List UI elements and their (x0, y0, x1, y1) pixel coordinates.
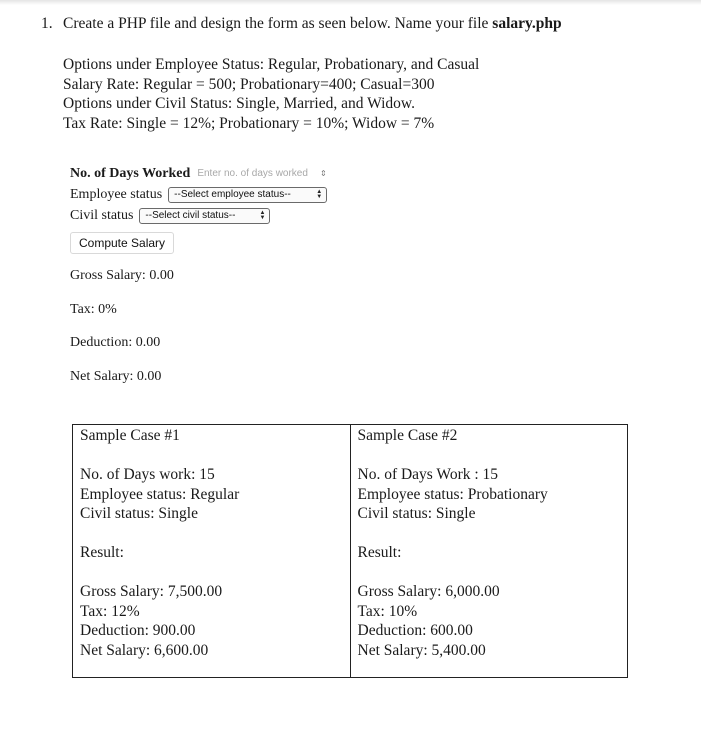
civil-status-options-text: Options under Civil Status: Single, Married, and Widow. (63, 95, 415, 112)
sample-case-2 (350, 425, 628, 677)
case-title: Sample Case #2 (357, 427, 458, 444)
instruction-text: Create a PHP file and design the form as seen below. Name your file (63, 15, 493, 32)
select-arrows-icon: ▲ ▼ (259, 209, 266, 221)
tax-output: Tax: 0% (70, 301, 117, 317)
days-worked-row (70, 163, 327, 184)
spinner-icon[interactable]: ⇕ (319, 169, 327, 178)
case-result-label: Result: (357, 544, 402, 561)
case-civil-status: Civil status: Single (80, 505, 198, 522)
case-tax: Tax: 10% (357, 602, 418, 620)
days-worked-label: No. of Days Worked (70, 165, 191, 181)
case-employee-status: Employee status: Regular (80, 485, 240, 503)
gross-salary-output: Gross Salary: 0.00 (70, 268, 174, 283)
days-worked-input[interactable] (197, 166, 327, 182)
employee-status-row (70, 184, 327, 205)
top-edge-shadow (0, 0, 701, 5)
tax-rate-text: Tax Rate: Single = 12%; Probationary = 10%; Widow = 7% (63, 114, 435, 132)
employee-status-select[interactable] (168, 187, 327, 203)
case-days: No. of Days work: 15 (80, 466, 215, 483)
instruction-filename: salary.php (492, 15, 562, 32)
select-arrows-icon: ▲ ▼ (316, 188, 323, 200)
case-tax: Tax: 12% (80, 602, 140, 620)
salary-form (70, 163, 327, 254)
compute-salary-button[interactable]: Compute Salary (70, 232, 174, 254)
requirements-block (63, 55, 479, 133)
civil-status-selected: --Select civil status-- (145, 210, 236, 221)
case-net: Net Salary: 5,400.00 (357, 641, 486, 659)
employee-status-selected: --Select employee status-- (174, 189, 291, 200)
case-gross: Gross Salary: 7,500.00 (80, 583, 223, 600)
case-days: No. of Days Work : 15 (357, 466, 499, 483)
days-worked-placeholder: Enter no. of days worked (197, 168, 308, 179)
civil-status-label: Civil status (70, 207, 134, 223)
employee-status-options-text: Options under Employee Status: Regular, Probationary, and Casual (63, 56, 480, 73)
sample-cases-table (72, 424, 628, 678)
civil-status-row (70, 205, 327, 226)
case-gross: Gross Salary: 6,000.00 (357, 583, 500, 600)
case-employee-status: Employee status: Probationary (357, 485, 548, 503)
case-result-label: Result: (80, 544, 124, 561)
case-net: Net Salary: 6,600.00 (80, 641, 209, 659)
sample-case-1 (73, 425, 350, 677)
civil-status-select[interactable] (139, 208, 270, 224)
case-deduction: Deduction: 900.00 (80, 622, 196, 639)
instruction-number: 1. (41, 15, 53, 32)
case-civil-status: Civil status: Single (357, 505, 476, 522)
instruction-line (41, 14, 562, 33)
net-salary-output: Net Salary: 0.00 (70, 368, 162, 384)
case-deduction: Deduction: 600.00 (357, 622, 473, 639)
employee-status-label: Employee status (70, 186, 163, 202)
results-section (70, 266, 174, 400)
case-title: Sample Case #1 (80, 427, 180, 444)
deduction-output: Deduction: 0.00 (70, 335, 161, 350)
salary-rate-text: Salary Rate: Regular = 500; Probationary=400; Casual=300 (63, 75, 435, 93)
